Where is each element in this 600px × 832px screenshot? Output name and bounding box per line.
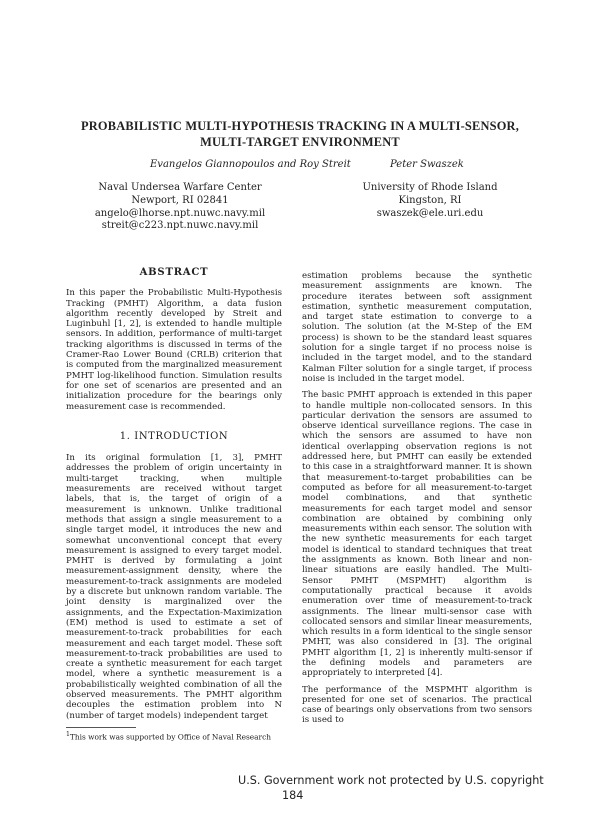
authors-left: Evangelos Giannopoulos and Roy Streit <box>150 159 351 170</box>
affiliation-left-email-2: streit@c223.npt.nuwc.navy.mil <box>101 220 259 232</box>
paper-title: PROBABILISTIC MULTI-HYPOTHESIS TRACKING IN A MULTI-SENSOR, MULTI-TARGET ENVIRONMENT <box>80 119 520 149</box>
right-column-paragraph-3: The performance of the MSPMHT algorithm is presented for one set of scenarios. The practical case of bearings only observations from two sensors is used to <box>302 684 532 726</box>
affiliation-left-city: Newport, RI 02841 <box>131 194 229 206</box>
introduction-heading: 1. INTRODUCTION <box>119 430 229 442</box>
affiliation-left-email-1: angelo@lhorse.npt.nuwc.navy.mil <box>94 207 266 219</box>
right-column-paragraph-2: The basic PMHT approach is extended in this paper to handle multiple non-collocated sensors. In this particular derivation the sensors are assumed to observe identical surveillance regions. The case in which the sensors are assumed to have non identical overlapping observation regions is not addressed here, but PMHT can easily be extended to this case in a straightforward manner. It is shown that measurement-to-target probabilities can be computed as before for all measurement-to-target model combinations, and that synthetic measurements for each target model and sensor combination are obtained by combining only measurements within each sensor. The solution with the new synthetic measurements for each target model is identical to standard techniques that treat the assignments as known. Both linear and non-linear situations are easily handled. The Multi-Sensor PMHT (MSPMHT) algorithm is computationally practical because it avoids enumeration over time of measurement-to-track assignments. The linear multi-sensor case with collocated sensors and similar linear measurements, which results in a form identical to the single sensor PMHT, was also considered in [3]. The original PMHT algorithm [1, 2] is inherently multi-sensor if the defining models and parameters are appropriately to interpreted [4]. <box>302 390 532 679</box>
left-column <box>66 268 282 741</box>
footnote-text: This work was supported by Office of Naval Research <box>69 732 271 742</box>
introduction-text: In its original formulation [1, 3], PMHT addresses the problem of origin uncertainty in multi-target tracking, when multiple measurements are received without target labels, that is, the target of origin of a measurement is unknown. Unlike traditional methods that assign a single measurement to a single target model, it introduces the new and somewhat unconventional concept that every measurement is assigned to every target model. PMHT is derived by formulating a joint measurement-assignment density, where the measurement-to-track assignments are modeled by a discrete but unknown random variable. The joint density is marginalized over the assignments, and the Expectation-Maximization (EM) method is used to estimate a set of measurement-to-track probabilities for each measurement and each target model. These soft measurement-to-track probabilities are used to create a synthetic measurement for each target model, where a synthetic measurement is a probabilistically weighted combination of all the observed measurements. The PMHT algorithm decouples the estimation problem into N (number of target models) independent target <box>66 453 282 721</box>
footnote-divider <box>66 727 136 728</box>
affiliation-right-city: Kingston, RI <box>398 194 462 206</box>
copyright-notice: U.S. Government work not protected by U.S. copyright <box>238 774 544 787</box>
affiliation-right-email: swaszek@ele.uri.edu <box>376 207 484 219</box>
abstract-heading: ABSTRACT <box>139 267 209 278</box>
affiliation-left-institution: Naval Undersea Warfare Center <box>98 182 262 193</box>
right-column <box>302 271 532 732</box>
right-column-paragraph-1: estimation problems because the synthetic measurement assignments are known. The procedure iterates between soft assignment estimation, synthetic measurement computation, and target state estimation to converge to a solution. The solution (at the M-Step of the EM process) is shown to be the standard least squares solution for a single target if no process noise is included in the target model, and to the standard Kalman Filter solution for a single target, if process noise is included in the target model. <box>302 271 532 384</box>
affiliation-right <box>330 182 530 220</box>
abstract-text: In this paper the Probabilistic Multi-Hypothesis Tracking (PMHT) Algorithm, a data fusion algorithm recently developed by Streit and Luginbuhl [1, 2], is extended to handle multiple sensors. In addition, performance of multi-target tracking algorithms is discussed in terms of the Cramer-Rao Lower Bound (CRLB) criterion that is computed from the marginalized measurement PMHT log-likelihood function. Simulation results for one set of scenarios are presented and an initialization procedure for the bearings only measurement case is recommended. <box>66 288 282 412</box>
affiliation-left <box>80 182 280 233</box>
footnote: $^1$This work was supported by Office of Naval Research <box>66 730 271 742</box>
page-number: 184 <box>282 789 304 802</box>
authors-right: Peter Swaszek <box>390 159 464 170</box>
affiliation-right-institution: University of Rhode Island <box>362 182 498 193</box>
